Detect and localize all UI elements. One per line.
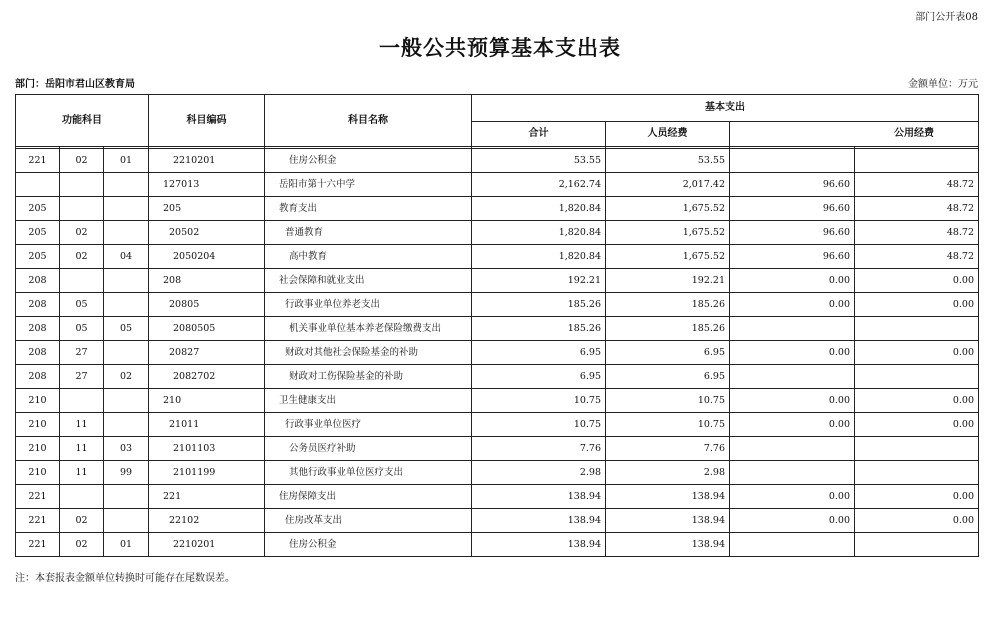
func-section-cell: [60, 173, 104, 197]
total-cell: 185.26: [472, 293, 606, 317]
total-cell: 1,820.84: [472, 197, 606, 221]
public-cell: [730, 533, 855, 557]
subject-name-cell: 财政对其他社会保险基金的补助: [265, 341, 472, 365]
subject-name-cell: 高中教育: [265, 245, 472, 269]
personnel-cell: 138.94: [606, 533, 730, 557]
table-row: [16, 197, 979, 221]
func-section-cell: 02: [60, 245, 104, 269]
table-row: [16, 293, 979, 317]
public-extra-cell: 0.00: [855, 509, 979, 533]
table-row: [16, 485, 979, 509]
subject-code-cell: 20827: [149, 341, 265, 365]
public-extra-cell: 48.72: [855, 197, 979, 221]
public-extra-cell: [855, 365, 979, 389]
header-subject-name: 科目名称: [265, 95, 472, 147]
subject-code-cell: 205: [149, 197, 265, 221]
footnote: 注：本套报表金额单位转换时可能存在尾数误差。: [15, 573, 235, 584]
func-section-cell: 05: [60, 317, 104, 341]
func-section-cell: 11: [60, 413, 104, 437]
subject-code-cell: 2082702: [149, 365, 265, 389]
func-section-cell: 27: [60, 341, 104, 365]
amount-unit-label: 金额单位：万元: [908, 79, 978, 90]
total-cell: 53.55: [472, 149, 606, 173]
total-cell: 1,820.84: [472, 221, 606, 245]
subject-code-cell: 20805: [149, 293, 265, 317]
personnel-cell: 10.75: [606, 389, 730, 413]
personnel-cell: 7.76: [606, 437, 730, 461]
header-total: 合计: [472, 122, 606, 147]
personnel-cell: 185.26: [606, 293, 730, 317]
public-cell: 0.00: [730, 269, 855, 293]
public-extra-cell: 0.00: [855, 389, 979, 413]
personnel-cell: 2,017.42: [606, 173, 730, 197]
subject-name-cell: 岳阳市第十六中学: [265, 173, 472, 197]
func-item-cell: [104, 341, 149, 365]
public-cell: 96.60: [730, 197, 855, 221]
subject-name-cell: 行政事业单位医疗: [265, 413, 472, 437]
func-class-cell: 208: [16, 341, 60, 365]
public-extra-cell: [855, 533, 979, 557]
total-cell: 10.75: [472, 389, 606, 413]
public-cell: [730, 317, 855, 341]
public-extra-cell: 48.72: [855, 245, 979, 269]
table-row: [16, 461, 979, 485]
header-subject-code: 科目编码: [149, 95, 265, 147]
func-section-cell: 02: [60, 509, 104, 533]
table-row: [16, 245, 979, 269]
total-cell: 138.94: [472, 533, 606, 557]
table-row: [16, 533, 979, 557]
table-row: [16, 413, 979, 437]
subject-code-cell: 208: [149, 269, 265, 293]
subject-code-cell: 127013: [149, 173, 265, 197]
subject-code-cell: 2080505: [149, 317, 265, 341]
table-row: [16, 149, 979, 173]
header-personnel: 人员经费: [606, 122, 730, 147]
public-extra-cell: 0.00: [855, 269, 979, 293]
subject-code-cell: 2210201: [149, 533, 265, 557]
func-class-cell: 210: [16, 389, 60, 413]
public-cell: [730, 365, 855, 389]
header-basic-expense: 基本支出: [472, 95, 979, 122]
func-class-cell: 221: [16, 149, 60, 173]
personnel-cell: 1,675.52: [606, 221, 730, 245]
func-section-cell: [60, 197, 104, 221]
personnel-cell: 6.95: [606, 341, 730, 365]
personnel-cell: 10.75: [606, 413, 730, 437]
total-cell: 7.76: [472, 437, 606, 461]
total-cell: 138.94: [472, 485, 606, 509]
public-cell: 0.00: [730, 413, 855, 437]
public-cell: 0.00: [730, 341, 855, 365]
total-cell: 192.21: [472, 269, 606, 293]
subject-name-cell: 卫生健康支出: [265, 389, 472, 413]
func-class-cell: 208: [16, 365, 60, 389]
func-class-cell: 221: [16, 533, 60, 557]
func-item-cell: 02: [104, 365, 149, 389]
personnel-cell: 53.55: [606, 149, 730, 173]
func-item-cell: [104, 413, 149, 437]
subject-name-cell: 住房公积金: [265, 533, 472, 557]
public-cell: [730, 437, 855, 461]
public-cell: 0.00: [730, 509, 855, 533]
budget-table: [15, 94, 979, 557]
func-class-cell: 210: [16, 413, 60, 437]
func-section-cell: [60, 269, 104, 293]
subject-name-cell: 普通教育: [265, 221, 472, 245]
public-cell: 0.00: [730, 389, 855, 413]
func-section-cell: [60, 389, 104, 413]
subject-name-cell: 住房保障支出: [265, 485, 472, 509]
table-row: [16, 221, 979, 245]
public-extra-cell: [855, 317, 979, 341]
public-extra-cell: 48.72: [855, 173, 979, 197]
public-extra-cell: [855, 149, 979, 173]
func-section-cell: 02: [60, 533, 104, 557]
func-class-cell: 210: [16, 437, 60, 461]
func-item-cell: [104, 509, 149, 533]
func-item-cell: [104, 221, 149, 245]
public-cell: 0.00: [730, 293, 855, 317]
func-class-cell: 208: [16, 269, 60, 293]
subject-code-cell: 22102: [149, 509, 265, 533]
subject-code-cell: 2210201: [149, 149, 265, 173]
table-row: [16, 437, 979, 461]
total-cell: 185.26: [472, 317, 606, 341]
subject-name-cell: 公务员医疗补助: [265, 437, 472, 461]
subject-code-cell: 20502: [149, 221, 265, 245]
subject-name-cell: 住房公积金: [265, 149, 472, 173]
subject-name-cell: 社会保障和就业支出: [265, 269, 472, 293]
func-class-cell: 221: [16, 509, 60, 533]
personnel-cell: 2.98: [606, 461, 730, 485]
public-cell: [730, 461, 855, 485]
table-row: [16, 389, 979, 413]
public-cell: 96.60: [730, 173, 855, 197]
table-row: [16, 317, 979, 341]
total-cell: 1,820.84: [472, 245, 606, 269]
public-cell: 96.60: [730, 221, 855, 245]
func-section-cell: [60, 485, 104, 509]
func-class-cell: 205: [16, 221, 60, 245]
total-cell: 6.95: [472, 341, 606, 365]
public-cell: 96.60: [730, 245, 855, 269]
personnel-cell: 138.94: [606, 485, 730, 509]
public-extra-cell: 48.72: [855, 221, 979, 245]
public-extra-cell: 0.00: [855, 341, 979, 365]
func-class-cell: [16, 173, 60, 197]
department-label: 部门：岳阳市君山区教育局: [15, 79, 135, 90]
func-item-cell: [104, 389, 149, 413]
total-cell: 138.94: [472, 509, 606, 533]
func-section-cell: 02: [60, 221, 104, 245]
public-extra-cell: 0.00: [855, 293, 979, 317]
personnel-cell: 192.21: [606, 269, 730, 293]
personnel-cell: 185.26: [606, 317, 730, 341]
subject-code-cell: 2050204: [149, 245, 265, 269]
func-item-cell: 04: [104, 245, 149, 269]
subject-name-cell: 其他行政事业单位医疗支出: [265, 461, 472, 485]
func-section-cell: 02: [60, 149, 104, 173]
table-row: [16, 173, 979, 197]
func-item-cell: [104, 293, 149, 317]
personnel-cell: 138.94: [606, 509, 730, 533]
subject-name-cell: 教育支出: [265, 197, 472, 221]
total-cell: 2.98: [472, 461, 606, 485]
func-class-cell: 210: [16, 461, 60, 485]
func-class-cell: 205: [16, 245, 60, 269]
page-title: 一般公共预算基本支出表: [379, 35, 621, 60]
func-item-cell: 01: [104, 533, 149, 557]
public-cell: [730, 149, 855, 173]
func-class-cell: 221: [16, 485, 60, 509]
header-func-subject: 功能科目: [16, 95, 149, 147]
func-section-cell: 27: [60, 365, 104, 389]
subject-code-cell: 21011: [149, 413, 265, 437]
public-extra-cell: 0.00: [855, 485, 979, 509]
func-item-cell: [104, 269, 149, 293]
total-cell: 2,162.74: [472, 173, 606, 197]
table-row: [16, 365, 979, 389]
func-item-cell: 01: [104, 149, 149, 173]
table-row: [16, 269, 979, 293]
func-item-cell: [104, 173, 149, 197]
func-item-cell: [104, 197, 149, 221]
subject-name-cell: 行政事业单位养老支出: [265, 293, 472, 317]
personnel-cell: 6.95: [606, 365, 730, 389]
subject-name-cell: 财政对工伤保险基金的补助: [265, 365, 472, 389]
header-public: 公用经费: [730, 122, 979, 147]
public-extra-cell: [855, 461, 979, 485]
func-item-cell: 99: [104, 461, 149, 485]
func-section-cell: 11: [60, 461, 104, 485]
personnel-cell: 1,675.52: [606, 245, 730, 269]
func-class-cell: 208: [16, 317, 60, 341]
subject-code-cell: 210: [149, 389, 265, 413]
subject-name-cell: 机关事业单位基本养老保险缴费支出: [265, 317, 472, 341]
func-item-cell: 05: [104, 317, 149, 341]
public-extra-cell: 0.00: [855, 413, 979, 437]
total-cell: 6.95: [472, 365, 606, 389]
func-section-cell: 11: [60, 437, 104, 461]
subject-name-cell: 住房改革支出: [265, 509, 472, 533]
func-item-cell: [104, 485, 149, 509]
total-cell: 10.75: [472, 413, 606, 437]
form-number: 部门公开表08: [915, 12, 978, 23]
func-item-cell: 03: [104, 437, 149, 461]
subject-code-cell: 2101199: [149, 461, 265, 485]
func-section-cell: 05: [60, 293, 104, 317]
table-row: [16, 509, 979, 533]
public-extra-cell: [855, 437, 979, 461]
func-class-cell: 208: [16, 293, 60, 317]
subject-code-cell: 221: [149, 485, 265, 509]
subject-code-cell: 2101103: [149, 437, 265, 461]
table-row: [16, 341, 979, 365]
func-class-cell: 205: [16, 197, 60, 221]
personnel-cell: 1,675.52: [606, 197, 730, 221]
public-cell: 0.00: [730, 485, 855, 509]
